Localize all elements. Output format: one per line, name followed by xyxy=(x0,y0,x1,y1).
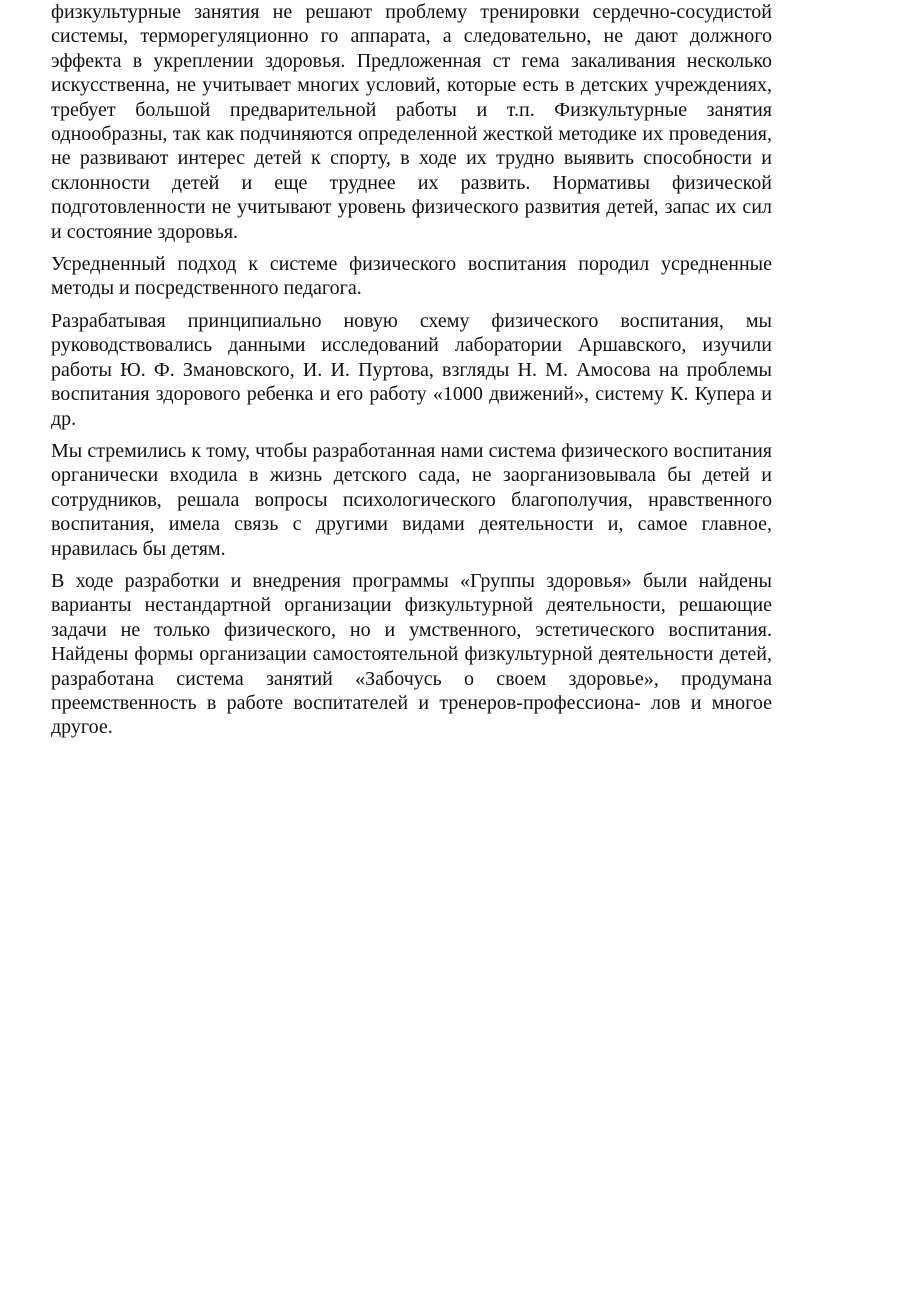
paragraph-2: Усредненный подход к системе физического воспитания породил усредненные методы и посредственного педагога. xyxy=(51,253,772,300)
paragraph-1: физкультурные занятия не решают проблему тренировки сердечно-сосудистой системы, терморегуляционно го аппарата, а следовательно, не дают должного эффекта в укреплении здоровья. Предложенная ст гема закаливания несколько искусственна, не учитывает многих условий, которые есть в детских учреждениях, требует большой предварительной работы и т.п. Физкультурные занятия однообразны, так как подчиняются определенной жесткой методике их проведения, не развивают интерес детей к спорту, в ходе их трудно выявить способности и склонности детей и еще труднее их развить. Нормативы физической подготовленности не учитывают уровень физического развития детей, запас их сил и состояние здоровья. xyxy=(51,1,772,243)
paragraph-5: В ходе разработки и внедрения программы «Группы здоровья» были найдены варианты нестандартной организации физкультурной деятельности, решающие задачи не только физического, но и умственного, эстетического воспитания. Найдены формы организации самостоятельной физкультурной деятельности детей, разработана система занятий «Забочусь о своем здоровье», продумана преемственность в работе воспитателей и тренеров-профессиона- лов и многое другое. xyxy=(51,569,772,739)
paragraph-4: Мы стремились к тому, чтобы разработанная нами система физического воспитания органически входила в жизнь детского сада, не заорганизовывала бы детей и сотрудников, решала вопросы психологического благополучия, нравственного воспитания, имела связь с другими видами деятельности и, самое главное, нравилась бы детям. xyxy=(51,439,772,560)
document-page xyxy=(51,0,772,748)
paragraph-3: Разрабатывая принципиально новую схему физического воспитания, мы руководствовались данными исследований лаборатории Аршавского, изучили работы Ю. Ф. Змановского, И. И. Пуртова, взгляды Н. М. Амосова на проблемы воспитания здорового ребенка и его работу «1000 движений», систему К. Купера и др. xyxy=(51,309,772,430)
